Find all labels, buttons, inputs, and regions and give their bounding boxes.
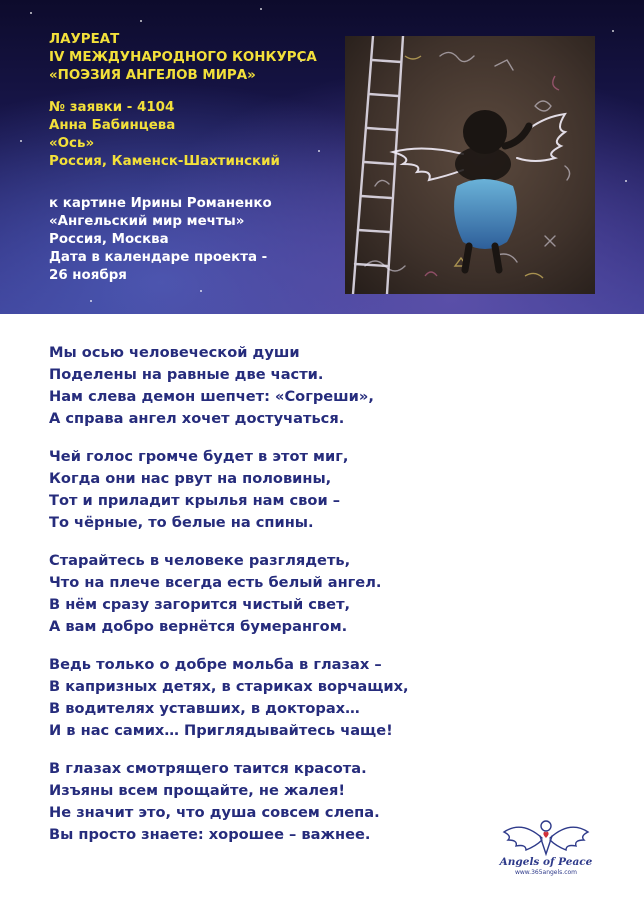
- painting-info: [49, 195, 272, 285]
- painting-location: Россия, Москва: [49, 232, 169, 247]
- star: [260, 8, 262, 10]
- poem-line: Нам слева демон шепчет: «Согреши»,: [49, 388, 374, 405]
- poem-title: «Ось»: [49, 136, 95, 151]
- entry-number: № заявки - 4104: [49, 100, 175, 115]
- poem-line: А справа ангел хочет достучаться.: [49, 410, 345, 427]
- poem-line: Поделены на равные две части.: [49, 366, 324, 383]
- star: [30, 12, 32, 14]
- poem-stanza: [49, 342, 409, 430]
- award-line: «ПОЭЗИЯ АНГЕЛОВ МИРА»: [49, 68, 256, 83]
- poem-line: Изъяны всем прощайте, не жалея!: [49, 782, 345, 799]
- poem-line: Когда они нас рвут на половины,: [49, 470, 332, 487]
- poem-stanza: [49, 446, 409, 534]
- poem-line: Что на плече всегда есть белый ангел.: [49, 574, 382, 591]
- poem-line: В нём сразу загорится чистый свет,: [49, 596, 351, 613]
- poem-line: Ведь только о добре мольба в глазах –: [49, 656, 382, 673]
- star: [140, 20, 142, 22]
- star: [612, 30, 614, 32]
- painting-title: «Ангельский мир мечты»: [49, 214, 245, 229]
- entry-info: [49, 99, 280, 171]
- painting-image: [345, 36, 595, 294]
- calendar-label: Дата в календаре проекта -: [49, 250, 268, 265]
- painting-artist: к картине Ирины Романенко: [49, 196, 272, 211]
- poem-line: В капризных детях, в стариках ворчащих,: [49, 678, 409, 695]
- poem-line: Вы просто знаете: хорошее – важнее.: [49, 826, 371, 843]
- poem-stanza: [49, 758, 409, 846]
- poem-line: И в нас самих… Приглядывайтесь чаще!: [49, 722, 393, 739]
- calendar-date: 26 ноября: [49, 268, 127, 283]
- poem-line: А вам добро вернётся бумерангом.: [49, 618, 348, 635]
- poem-body: [49, 342, 409, 846]
- award-title: [49, 31, 317, 85]
- logo-url: www.365angels.com: [514, 869, 578, 876]
- poem-line: В глазах смотрящего таится красота.: [49, 760, 367, 777]
- star: [20, 140, 22, 142]
- star: [90, 300, 92, 302]
- star: [318, 150, 320, 152]
- award-line: IV МЕЖДУНАРОДНОГО КОНКУРСА: [49, 50, 317, 65]
- header-banner: [0, 0, 644, 314]
- poem-line: Чей голос громче будет в этот миг,: [49, 448, 349, 465]
- star: [625, 180, 627, 182]
- poem-stanza: [49, 654, 409, 742]
- angel-icon: [496, 812, 596, 858]
- poem-stanza: [49, 550, 409, 638]
- award-line: ЛАУРЕАТ: [49, 32, 120, 47]
- author-location: Россия, Каменск-Шахтинский: [49, 154, 280, 169]
- author-name: Анна Бабинцева: [49, 118, 176, 133]
- poem-line: То чёрные, то белые на спины.: [49, 514, 314, 531]
- logo-title: Angels of Peace: [499, 856, 593, 868]
- star: [200, 290, 202, 292]
- poem-line: Мы осью человеческой души: [49, 344, 300, 361]
- angels-of-peace-logo: [496, 812, 596, 880]
- poem-line: Старайтесь в человеке разглядеть,: [49, 552, 351, 569]
- poem-line: Тот и приладит крылья нам свои –: [49, 492, 341, 509]
- poem-line: Не значит это, что душа совсем слепа.: [49, 804, 380, 821]
- poem-line: В водителях уставших, в докторах…: [49, 700, 360, 717]
